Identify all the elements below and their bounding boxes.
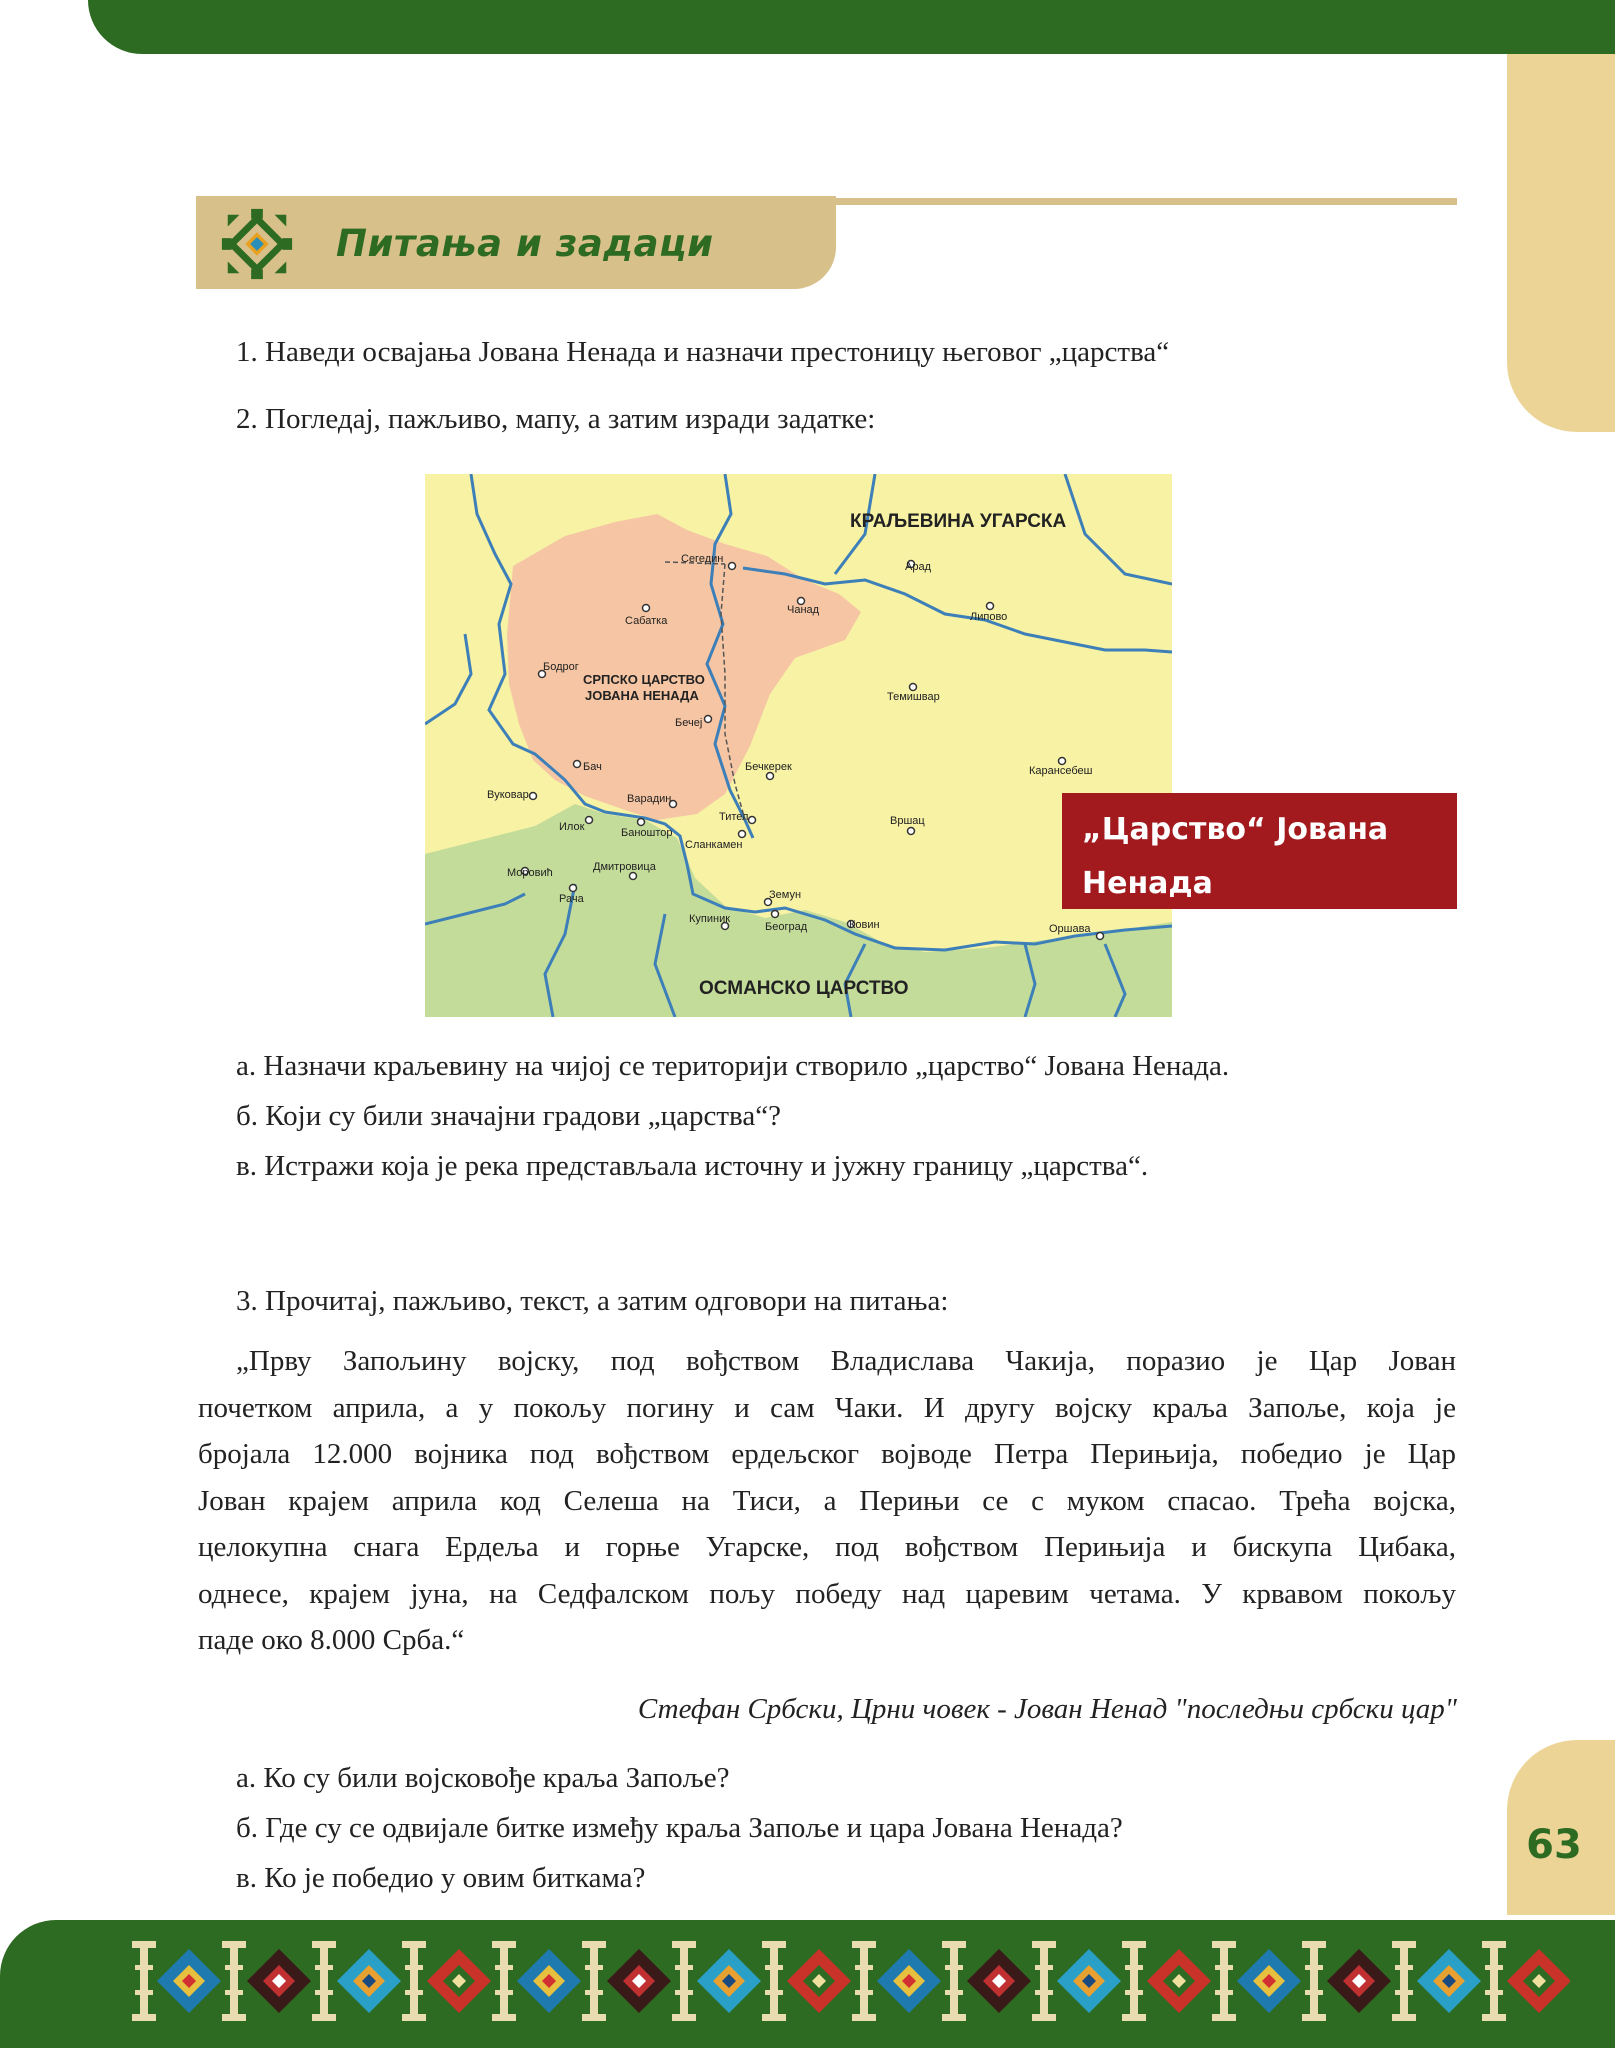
task-2v: в. Истражи која је река представљала источну и јужну границу „царства“. [236, 1150, 1149, 1182]
map-label-hungary: КРАЉЕВИНА УГАРСКА [850, 511, 1067, 532]
map-city-slankamen: Сланкамен [685, 839, 743, 851]
quote-paragraph [198, 1338, 1456, 1664]
map-city-beograd: Београд [765, 921, 808, 933]
map-label-tsardom-1: СРПСКО ЦАРСТВО [583, 672, 705, 687]
map-city-morovic: Моровић [507, 867, 553, 879]
top-band [88, 0, 1615, 54]
question-3: 3. Прочитај, пажљиво, текст, а затим одговори на питања: [236, 1285, 949, 1317]
map-city-zemun: Земун [769, 889, 802, 901]
quote-line-3: бројала 12.000 војника под вођством ердељског војводе Петра Перињија, победио је Цар [198, 1438, 1456, 1470]
map-city-becej: Бечеј [675, 717, 703, 729]
map-city-lipovo: Липово [970, 611, 1008, 623]
task-2a: а. Назначи краљевину на чијој се територији створило „царство“ Јована Ненада. [236, 1050, 1230, 1082]
quote-line-2: почетком априла, а у покољу погину и сам Чаки. И другу војску краља Запоље, која је [198, 1391, 1456, 1424]
map-city-ilok: Илок [559, 821, 585, 833]
quote-line-4: Јован крајем априла код Селеша на Тиси, а Перињи се с муком спасао. Трећа војска, [198, 1484, 1456, 1517]
map-city-varadin: Варадин [627, 793, 672, 805]
quote-source: Стефан Србски, Црни човек - Јован Ненад "последњи србски цар" [637, 1693, 1457, 1725]
section-heading-rule [836, 198, 1457, 205]
map-city-subotica: Сабатка [625, 615, 668, 627]
map-city-banostor: Баноштор [621, 827, 673, 839]
map-city-kovin: Ковин [849, 919, 880, 931]
section-title: Питања и задаци [336, 222, 714, 265]
map-city-dmitrovica: Дмитровица [593, 861, 656, 873]
question-1: 1. Наведи освајања Јована Ненада и назначи престоницу његовог „царства“ [236, 336, 1170, 368]
map-city-segedin: Сегедин [681, 553, 724, 565]
map-legend [1062, 793, 1457, 909]
map-city-orsava: Оршава [1049, 923, 1091, 935]
quote-line-6: однесе, крајем јуна, на Седфалском пољу победу над царевим четама. У крвавом покољу [198, 1577, 1456, 1610]
map-city-bac: Бач [583, 761, 602, 773]
historical-map [425, 474, 1172, 1017]
map-city-beckerek: Бечкерек [745, 761, 792, 773]
quote-line-5: целокупна снага Ердеља и горње Угарске, под вођством Перињија и бискупа Цибака, [198, 1531, 1456, 1563]
folk-pattern [130, 1935, 1570, 2035]
map-label-tsardom-2: ЈОВАНА НЕНАДА [585, 688, 699, 703]
map-city-canad: Чанад [787, 604, 820, 616]
task-3b: б. Где су се одвијале битке између краља Запоље и цара Јована Ненада? [236, 1812, 1123, 1844]
map-legend-line-1: „Царство“ Јована [1082, 812, 1389, 847]
map-legend-line-2: Ненада [1082, 866, 1213, 901]
side-tab-top [1507, 54, 1615, 432]
map-city-temisvar: Темишвар [887, 691, 940, 703]
ornament-icon [218, 205, 296, 283]
task-3a: а. Ко су били војсковође краља Запоље? [236, 1762, 730, 1794]
quote-line-7: паде око 8.000 Срба.“ [198, 1624, 465, 1656]
question-2: 2. Погледај, пажљиво, мапу, а затим изради задатке: [236, 403, 876, 435]
map-city-karansebes: Карансебеш [1029, 765, 1093, 777]
map-city-vukovar: Вуковар [487, 789, 529, 801]
map-city-arad: Арад [905, 561, 931, 573]
map-city-titel: Тител [719, 811, 749, 823]
task-3v: в. Ко је победио у овим биткама? [236, 1862, 646, 1894]
map-city-kupinik: Купиник [689, 913, 731, 925]
map-city-raca: Рача [559, 893, 584, 905]
map-city-bodrog: Бодрог [543, 661, 579, 673]
page-number: 63 [1526, 1822, 1582, 1868]
quote-line-1: „Прву Запољину војску, под вођством Владислава Чакија, поразио је Цар Јован [236, 1345, 1456, 1377]
map-label-ottoman: ОСМАНСКО ЦАРСТВО [699, 978, 909, 999]
map-city-vrsac: Вршац [890, 815, 925, 827]
task-2b: б. Који су били значајни градови „царства“? [236, 1100, 781, 1132]
